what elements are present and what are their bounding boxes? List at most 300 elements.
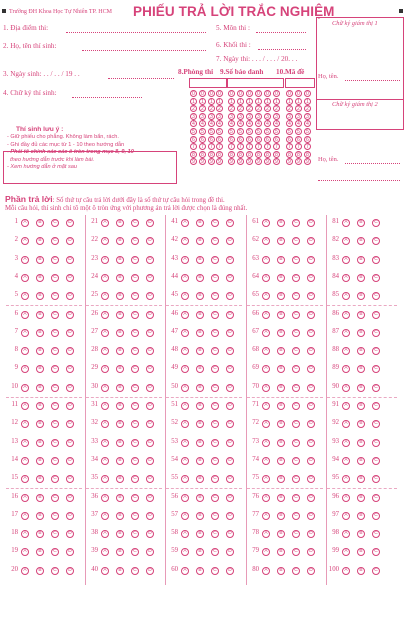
answer-bubble-b[interactable]: B bbox=[277, 292, 285, 300]
so-bao-danh-digit-bubble[interactable]: 2 bbox=[273, 105, 280, 112]
answer-bubble-d[interactable]: D bbox=[307, 292, 315, 300]
answer-bubble-b[interactable]: B bbox=[277, 219, 285, 227]
answer-bubble-a[interactable]: A bbox=[181, 548, 189, 556]
answer-bubble-c[interactable]: C bbox=[131, 292, 139, 300]
answer-bubble-b[interactable]: B bbox=[357, 402, 365, 410]
answer-bubble-b[interactable]: B bbox=[357, 365, 365, 373]
so-bao-danh-digit-bubble[interactable]: 5 bbox=[255, 128, 262, 135]
answer-bubble-b[interactable]: B bbox=[277, 384, 285, 392]
answer-bubble-a[interactable]: A bbox=[342, 457, 350, 465]
answer-bubble-a[interactable]: A bbox=[181, 219, 189, 227]
answer-bubble-b[interactable]: B bbox=[277, 402, 285, 410]
answer-bubble-c[interactable]: C bbox=[372, 548, 380, 556]
so-bao-danh-digit-bubble[interactable]: 7 bbox=[246, 143, 253, 150]
answer-bubble-b[interactable]: B bbox=[277, 347, 285, 355]
answer-bubble-c[interactable]: C bbox=[51, 311, 59, 319]
answer-bubble-a[interactable]: A bbox=[262, 329, 270, 337]
answer-bubble-d[interactable]: D bbox=[307, 347, 315, 355]
answer-bubble-d[interactable]: D bbox=[307, 439, 315, 447]
answer-bubble-d[interactable]: D bbox=[226, 402, 234, 410]
ma-de-digit-bubble[interactable]: 0 bbox=[304, 90, 311, 97]
phong-thi-digit-bubble[interactable]: 4 bbox=[199, 120, 206, 127]
answer-bubble-a[interactable]: A bbox=[101, 219, 109, 227]
phong-thi-digit-bubble[interactable]: 2 bbox=[208, 105, 215, 112]
answer-bubble-b[interactable]: B bbox=[36, 311, 44, 319]
answer-bubble-d[interactable]: D bbox=[307, 530, 315, 538]
answer-bubble-a[interactable]: A bbox=[181, 494, 189, 502]
field-ho-ten-input[interactable] bbox=[82, 50, 206, 51]
answer-bubble-a[interactable]: A bbox=[262, 494, 270, 502]
answer-bubble-b[interactable]: B bbox=[116, 457, 124, 465]
phong-thi-digit-bubble[interactable]: 1 bbox=[199, 98, 206, 105]
phong-thi-digit-bubble[interactable]: 0 bbox=[190, 90, 197, 97]
phong-thi-digit-bubble[interactable]: 8 bbox=[190, 151, 197, 158]
answer-bubble-a[interactable]: A bbox=[21, 256, 29, 264]
answer-bubble-b[interactable]: B bbox=[357, 384, 365, 392]
answer-bubble-d[interactable]: D bbox=[66, 567, 74, 575]
answer-bubble-c[interactable]: C bbox=[372, 420, 380, 428]
answer-bubble-b[interactable]: B bbox=[116, 384, 124, 392]
ma-de-digit-bubble[interactable]: 1 bbox=[295, 98, 302, 105]
answer-bubble-b[interactable]: B bbox=[357, 219, 365, 227]
answer-bubble-a[interactable]: A bbox=[21, 457, 29, 465]
answer-bubble-d[interactable]: D bbox=[226, 329, 234, 337]
answer-bubble-c[interactable]: C bbox=[292, 475, 300, 483]
answer-bubble-b[interactable]: B bbox=[277, 530, 285, 538]
phong-thi-digit-bubble[interactable]: 9 bbox=[199, 158, 206, 165]
answer-bubble-d[interactable]: D bbox=[146, 494, 154, 502]
answer-bubble-c[interactable]: C bbox=[292, 219, 300, 227]
phong-thi-digit-bubble[interactable]: 0 bbox=[208, 90, 215, 97]
answer-bubble-a[interactable]: A bbox=[21, 439, 29, 447]
answer-bubble-a[interactable]: A bbox=[101, 292, 109, 300]
answer-bubble-a[interactable]: A bbox=[21, 420, 29, 428]
answer-bubble-b[interactable]: B bbox=[116, 329, 124, 337]
answer-bubble-c[interactable]: C bbox=[372, 329, 380, 337]
answer-bubble-d[interactable]: D bbox=[66, 219, 74, 227]
answer-bubble-a[interactable]: A bbox=[101, 548, 109, 556]
answer-bubble-d[interactable]: D bbox=[226, 237, 234, 245]
ma-de-digit-bubble[interactable]: 1 bbox=[304, 98, 311, 105]
answer-bubble-a[interactable]: A bbox=[342, 512, 350, 520]
answer-bubble-a[interactable]: A bbox=[21, 384, 29, 392]
answer-bubble-d[interactable]: D bbox=[66, 402, 74, 410]
answer-bubble-d[interactable]: D bbox=[66, 311, 74, 319]
answer-bubble-d[interactable]: D bbox=[226, 420, 234, 428]
answer-bubble-a[interactable]: A bbox=[342, 237, 350, 245]
so-bao-danh-digit-bubble[interactable]: 8 bbox=[228, 151, 235, 158]
answer-bubble-c[interactable]: C bbox=[211, 567, 219, 575]
field-mon-thi-input[interactable] bbox=[256, 32, 306, 33]
answer-bubble-d[interactable]: D bbox=[226, 347, 234, 355]
answer-bubble-d[interactable]: D bbox=[226, 256, 234, 264]
answer-bubble-a[interactable]: A bbox=[342, 219, 350, 227]
phong-thi-digit-bubble[interactable]: 4 bbox=[216, 120, 223, 127]
so-bao-danh-digit-bubble[interactable]: 1 bbox=[237, 98, 244, 105]
ma-de-digit-bubble[interactable]: 5 bbox=[295, 128, 302, 135]
answer-bubble-a[interactable]: A bbox=[342, 384, 350, 392]
phong-thi-digit-bubble[interactable]: 3 bbox=[208, 113, 215, 120]
answer-bubble-a[interactable]: A bbox=[21, 548, 29, 556]
phong-thi-digit-bubble[interactable]: 6 bbox=[216, 136, 223, 143]
answer-bubble-c[interactable]: C bbox=[211, 365, 219, 373]
ma-de-digit-bubble[interactable]: 9 bbox=[304, 158, 311, 165]
answer-bubble-b[interactable]: B bbox=[116, 292, 124, 300]
answer-bubble-d[interactable]: D bbox=[226, 457, 234, 465]
answer-bubble-d[interactable]: D bbox=[226, 274, 234, 282]
phong-thi-digit-bubble[interactable]: 7 bbox=[190, 143, 197, 150]
answer-bubble-b[interactable]: B bbox=[196, 292, 204, 300]
answer-bubble-d[interactable]: D bbox=[146, 219, 154, 227]
answer-bubble-a[interactable]: A bbox=[342, 567, 350, 575]
answer-bubble-a[interactable]: A bbox=[342, 420, 350, 428]
answer-bubble-c[interactable]: C bbox=[292, 329, 300, 337]
answer-bubble-a[interactable]: A bbox=[181, 457, 189, 465]
answer-bubble-a[interactable]: A bbox=[101, 384, 109, 392]
answer-bubble-a[interactable]: A bbox=[181, 292, 189, 300]
answer-bubble-c[interactable]: C bbox=[372, 567, 380, 575]
phong-thi-digit-bubble[interactable]: 3 bbox=[199, 113, 206, 120]
answer-bubble-a[interactable]: A bbox=[21, 311, 29, 319]
answer-bubble-d[interactable]: D bbox=[146, 567, 154, 575]
answer-bubble-c[interactable]: C bbox=[51, 548, 59, 556]
answer-bubble-b[interactable]: B bbox=[357, 256, 365, 264]
answer-bubble-a[interactable]: A bbox=[21, 494, 29, 502]
answer-bubble-b[interactable]: B bbox=[196, 475, 204, 483]
phong-thi-digit-bubble[interactable]: 5 bbox=[190, 128, 197, 135]
answer-bubble-b[interactable]: B bbox=[36, 439, 44, 447]
answer-bubble-d[interactable]: D bbox=[146, 292, 154, 300]
supervisor-2-name-input[interactable] bbox=[345, 163, 400, 164]
phong-thi-digit-bubble[interactable]: 1 bbox=[190, 98, 197, 105]
so-bao-danh-digit-bubble[interactable]: 8 bbox=[255, 151, 262, 158]
answer-bubble-d[interactable]: D bbox=[307, 494, 315, 502]
answer-bubble-c[interactable]: C bbox=[292, 548, 300, 556]
so-bao-danh-digit-bubble[interactable]: 8 bbox=[264, 151, 271, 158]
answer-bubble-c[interactable]: C bbox=[51, 347, 59, 355]
answer-bubble-a[interactable]: A bbox=[21, 329, 29, 337]
answer-bubble-b[interactable]: B bbox=[196, 548, 204, 556]
answer-bubble-d[interactable]: D bbox=[146, 311, 154, 319]
answer-bubble-c[interactable]: C bbox=[131, 402, 139, 410]
answer-bubble-a[interactable]: A bbox=[21, 292, 29, 300]
answer-bubble-b[interactable]: B bbox=[357, 475, 365, 483]
answer-bubble-b[interactable]: B bbox=[36, 420, 44, 428]
so-bao-danh-digit-bubble[interactable]: 2 bbox=[228, 105, 235, 112]
answer-bubble-b[interactable]: B bbox=[277, 256, 285, 264]
answer-bubble-d[interactable]: D bbox=[66, 329, 74, 337]
answer-bubble-b[interactable]: B bbox=[277, 457, 285, 465]
answer-bubble-c[interactable]: C bbox=[211, 494, 219, 502]
answer-bubble-a[interactable]: A bbox=[21, 365, 29, 373]
answer-bubble-b[interactable]: B bbox=[36, 347, 44, 355]
answer-bubble-b[interactable]: B bbox=[196, 420, 204, 428]
answer-bubble-d[interactable]: D bbox=[307, 567, 315, 575]
ma-de-digit-bubble[interactable]: 6 bbox=[286, 136, 293, 143]
answer-bubble-b[interactable]: B bbox=[116, 475, 124, 483]
answer-bubble-b[interactable]: B bbox=[357, 329, 365, 337]
answer-bubble-c[interactable]: C bbox=[211, 439, 219, 447]
phong-thi-digit-bubble[interactable]: 7 bbox=[216, 143, 223, 150]
answer-bubble-c[interactable]: C bbox=[131, 530, 139, 538]
ma-de-digit-bubble[interactable]: 0 bbox=[295, 90, 302, 97]
answer-bubble-d[interactable]: D bbox=[66, 256, 74, 264]
answer-bubble-d[interactable]: D bbox=[307, 548, 315, 556]
answer-bubble-a[interactable]: A bbox=[21, 475, 29, 483]
answer-bubble-a[interactable]: A bbox=[262, 292, 270, 300]
phong-thi-digit-bubble[interactable]: 5 bbox=[216, 128, 223, 135]
answer-bubble-c[interactable]: C bbox=[211, 548, 219, 556]
so-bao-danh-write-box[interactable] bbox=[227, 78, 284, 88]
ma-de-digit-bubble[interactable]: 4 bbox=[304, 120, 311, 127]
answer-bubble-a[interactable]: A bbox=[181, 567, 189, 575]
answer-bubble-c[interactable]: C bbox=[51, 402, 59, 410]
answer-bubble-c[interactable]: C bbox=[292, 274, 300, 282]
answer-bubble-a[interactable]: A bbox=[101, 457, 109, 465]
answer-bubble-b[interactable]: B bbox=[116, 219, 124, 227]
answer-bubble-d[interactable]: D bbox=[226, 384, 234, 392]
answer-bubble-c[interactable]: C bbox=[372, 365, 380, 373]
ma-de-digit-bubble[interactable]: 1 bbox=[286, 98, 293, 105]
answer-bubble-b[interactable]: B bbox=[277, 329, 285, 337]
phong-thi-digit-bubble[interactable]: 9 bbox=[216, 158, 223, 165]
answer-bubble-c[interactable]: C bbox=[51, 475, 59, 483]
answer-bubble-d[interactable]: D bbox=[146, 365, 154, 373]
answer-bubble-c[interactable]: C bbox=[211, 530, 219, 538]
answer-bubble-d[interactable]: D bbox=[307, 311, 315, 319]
answer-bubble-d[interactable]: D bbox=[307, 256, 315, 264]
so-bao-danh-digit-bubble[interactable]: 9 bbox=[273, 158, 280, 165]
answer-bubble-d[interactable]: D bbox=[66, 347, 74, 355]
answer-bubble-c[interactable]: C bbox=[131, 219, 139, 227]
answer-bubble-a[interactable]: A bbox=[262, 237, 270, 245]
answer-bubble-b[interactable]: B bbox=[357, 457, 365, 465]
answer-bubble-c[interactable]: C bbox=[372, 439, 380, 447]
phong-thi-digit-bubble[interactable]: 4 bbox=[208, 120, 215, 127]
answer-bubble-a[interactable]: A bbox=[262, 311, 270, 319]
so-bao-danh-digit-bubble[interactable]: 4 bbox=[264, 120, 271, 127]
answer-bubble-d[interactable]: D bbox=[307, 274, 315, 282]
answer-bubble-b[interactable]: B bbox=[36, 457, 44, 465]
so-bao-danh-digit-bubble[interactable]: 3 bbox=[237, 113, 244, 120]
so-bao-danh-digit-bubble[interactable]: 0 bbox=[246, 90, 253, 97]
answer-bubble-b[interactable]: B bbox=[116, 530, 124, 538]
answer-bubble-b[interactable]: B bbox=[277, 567, 285, 575]
answer-bubble-c[interactable]: C bbox=[292, 402, 300, 410]
so-bao-danh-digit-bubble[interactable]: 9 bbox=[237, 158, 244, 165]
answer-bubble-b[interactable]: B bbox=[357, 494, 365, 502]
answer-bubble-a[interactable]: A bbox=[181, 237, 189, 245]
answer-bubble-d[interactable]: D bbox=[226, 567, 234, 575]
so-bao-danh-digit-bubble[interactable]: 6 bbox=[237, 136, 244, 143]
answer-bubble-b[interactable]: B bbox=[357, 548, 365, 556]
answer-bubble-c[interactable]: C bbox=[211, 384, 219, 392]
answer-bubble-d[interactable]: D bbox=[307, 237, 315, 245]
answer-bubble-c[interactable]: C bbox=[372, 292, 380, 300]
answer-bubble-b[interactable]: B bbox=[36, 494, 44, 502]
so-bao-danh-digit-bubble[interactable]: 3 bbox=[273, 113, 280, 120]
so-bao-danh-digit-bubble[interactable]: 4 bbox=[237, 120, 244, 127]
answer-bubble-d[interactable]: D bbox=[226, 494, 234, 502]
so-bao-danh-digit-bubble[interactable]: 1 bbox=[273, 98, 280, 105]
answer-bubble-c[interactable]: C bbox=[51, 457, 59, 465]
answer-bubble-a[interactable]: A bbox=[342, 475, 350, 483]
so-bao-danh-digit-bubble[interactable]: 9 bbox=[264, 158, 271, 165]
answer-bubble-b[interactable]: B bbox=[357, 512, 365, 520]
answer-bubble-a[interactable]: A bbox=[181, 439, 189, 447]
phong-thi-digit-bubble[interactable]: 9 bbox=[190, 158, 197, 165]
answer-bubble-b[interactable]: B bbox=[196, 347, 204, 355]
answer-bubble-c[interactable]: C bbox=[131, 329, 139, 337]
so-bao-danh-digit-bubble[interactable]: 6 bbox=[255, 136, 262, 143]
answer-bubble-c[interactable]: C bbox=[51, 329, 59, 337]
answer-bubble-b[interactable]: B bbox=[357, 292, 365, 300]
answer-bubble-b[interactable]: B bbox=[357, 530, 365, 538]
answer-bubble-c[interactable]: C bbox=[211, 347, 219, 355]
ma-de-digit-bubble[interactable]: 2 bbox=[295, 105, 302, 112]
answer-bubble-b[interactable]: B bbox=[357, 420, 365, 428]
answer-bubble-a[interactable]: A bbox=[101, 475, 109, 483]
so-bao-danh-digit-bubble[interactable]: 2 bbox=[264, 105, 271, 112]
so-bao-danh-digit-bubble[interactable]: 4 bbox=[228, 120, 235, 127]
so-bao-danh-digit-bubble[interactable]: 7 bbox=[273, 143, 280, 150]
answer-bubble-b[interactable]: B bbox=[36, 237, 44, 245]
answer-bubble-b[interactable]: B bbox=[196, 274, 204, 282]
answer-bubble-b[interactable]: B bbox=[36, 256, 44, 264]
answer-bubble-c[interactable]: C bbox=[211, 475, 219, 483]
so-bao-danh-digit-bubble[interactable]: 4 bbox=[246, 120, 253, 127]
answer-bubble-a[interactable]: A bbox=[101, 567, 109, 575]
answer-bubble-c[interactable]: C bbox=[51, 219, 59, 227]
answer-bubble-b[interactable]: B bbox=[357, 347, 365, 355]
answer-bubble-d[interactable]: D bbox=[307, 329, 315, 337]
answer-bubble-a[interactable]: A bbox=[262, 365, 270, 373]
so-bao-danh-digit-bubble[interactable]: 6 bbox=[246, 136, 253, 143]
answer-bubble-d[interactable]: D bbox=[226, 548, 234, 556]
answer-bubble-a[interactable]: A bbox=[101, 237, 109, 245]
answer-bubble-c[interactable]: C bbox=[211, 420, 219, 428]
answer-bubble-a[interactable]: A bbox=[342, 274, 350, 282]
ma-de-digit-bubble[interactable]: 3 bbox=[304, 113, 311, 120]
answer-bubble-a[interactable]: A bbox=[101, 274, 109, 282]
so-bao-danh-digit-bubble[interactable]: 0 bbox=[264, 90, 271, 97]
answer-bubble-a[interactable]: A bbox=[101, 530, 109, 538]
answer-bubble-b[interactable]: B bbox=[36, 512, 44, 520]
answer-bubble-c[interactable]: C bbox=[131, 457, 139, 465]
phong-thi-digit-bubble[interactable]: 5 bbox=[199, 128, 206, 135]
ma-de-digit-bubble[interactable]: 8 bbox=[295, 151, 302, 158]
answer-bubble-d[interactable]: D bbox=[146, 420, 154, 428]
answer-bubble-c[interactable]: C bbox=[211, 512, 219, 520]
answer-bubble-c[interactable]: C bbox=[131, 365, 139, 373]
phong-thi-digit-bubble[interactable]: 3 bbox=[216, 113, 223, 120]
answer-bubble-b[interactable]: B bbox=[277, 365, 285, 373]
answer-bubble-d[interactable]: D bbox=[66, 494, 74, 502]
answer-bubble-a[interactable]: A bbox=[342, 292, 350, 300]
phong-thi-digit-bubble[interactable]: 5 bbox=[208, 128, 215, 135]
answer-bubble-b[interactable]: B bbox=[116, 402, 124, 410]
answer-bubble-c[interactable]: C bbox=[292, 567, 300, 575]
answer-bubble-d[interactable]: D bbox=[226, 311, 234, 319]
ma-de-digit-bubble[interactable]: 6 bbox=[295, 136, 302, 143]
so-bao-danh-digit-bubble[interactable]: 7 bbox=[228, 143, 235, 150]
so-bao-danh-digit-bubble[interactable]: 1 bbox=[255, 98, 262, 105]
answer-bubble-b[interactable]: B bbox=[36, 548, 44, 556]
answer-bubble-a[interactable]: A bbox=[21, 347, 29, 355]
answer-bubble-b[interactable]: B bbox=[196, 530, 204, 538]
phong-thi-digit-bubble[interactable]: 4 bbox=[190, 120, 197, 127]
answer-bubble-c[interactable]: C bbox=[372, 311, 380, 319]
so-bao-danh-digit-bubble[interactable]: 3 bbox=[255, 113, 262, 120]
answer-bubble-a[interactable]: A bbox=[342, 329, 350, 337]
answer-bubble-b[interactable]: B bbox=[116, 567, 124, 575]
answer-bubble-c[interactable]: C bbox=[131, 237, 139, 245]
answer-bubble-a[interactable]: A bbox=[181, 311, 189, 319]
answer-bubble-c[interactable]: C bbox=[131, 256, 139, 264]
so-bao-danh-digit-bubble[interactable]: 6 bbox=[273, 136, 280, 143]
answer-bubble-a[interactable]: A bbox=[342, 530, 350, 538]
answer-bubble-d[interactable]: D bbox=[307, 402, 315, 410]
answer-bubble-b[interactable]: B bbox=[196, 512, 204, 520]
answer-bubble-c[interactable]: C bbox=[131, 567, 139, 575]
answer-bubble-a[interactable]: A bbox=[262, 475, 270, 483]
answer-bubble-b[interactable]: B bbox=[357, 311, 365, 319]
phong-thi-digit-bubble[interactable]: 3 bbox=[190, 113, 197, 120]
answer-bubble-c[interactable]: C bbox=[292, 512, 300, 520]
answer-bubble-c[interactable]: C bbox=[292, 311, 300, 319]
answer-bubble-c[interactable]: C bbox=[292, 365, 300, 373]
answer-bubble-c[interactable]: C bbox=[131, 420, 139, 428]
ma-de-digit-bubble[interactable]: 7 bbox=[304, 143, 311, 150]
answer-bubble-c[interactable]: C bbox=[211, 329, 219, 337]
answer-bubble-b[interactable]: B bbox=[196, 494, 204, 502]
so-bao-danh-digit-bubble[interactable]: 8 bbox=[273, 151, 280, 158]
so-bao-danh-digit-bubble[interactable]: 9 bbox=[228, 158, 235, 165]
answer-bubble-d[interactable]: D bbox=[66, 274, 74, 282]
answer-bubble-a[interactable]: A bbox=[262, 530, 270, 538]
answer-bubble-a[interactable]: A bbox=[181, 347, 189, 355]
so-bao-danh-digit-bubble[interactable]: 8 bbox=[237, 151, 244, 158]
answer-bubble-d[interactable]: D bbox=[66, 512, 74, 520]
answer-bubble-c[interactable]: C bbox=[292, 347, 300, 355]
ma-de-digit-bubble[interactable]: 6 bbox=[304, 136, 311, 143]
answer-bubble-a[interactable]: A bbox=[21, 219, 29, 227]
answer-bubble-d[interactable]: D bbox=[307, 219, 315, 227]
answer-bubble-c[interactable]: C bbox=[372, 274, 380, 282]
answer-bubble-c[interactable]: C bbox=[51, 494, 59, 502]
answer-bubble-a[interactable]: A bbox=[262, 420, 270, 428]
answer-bubble-a[interactable]: A bbox=[262, 384, 270, 392]
answer-bubble-c[interactable]: C bbox=[51, 365, 59, 373]
answer-bubble-c[interactable]: C bbox=[211, 219, 219, 227]
answer-bubble-d[interactable]: D bbox=[66, 420, 74, 428]
answer-bubble-c[interactable]: C bbox=[292, 530, 300, 538]
answer-bubble-b[interactable]: B bbox=[36, 365, 44, 373]
answer-bubble-c[interactable]: C bbox=[211, 274, 219, 282]
answer-bubble-c[interactable]: C bbox=[131, 512, 139, 520]
answer-bubble-b[interactable]: B bbox=[116, 420, 124, 428]
answer-bubble-d[interactable]: D bbox=[226, 439, 234, 447]
answer-bubble-a[interactable]: A bbox=[342, 311, 350, 319]
answer-bubble-d[interactable]: D bbox=[226, 512, 234, 520]
answer-bubble-b[interactable]: B bbox=[277, 274, 285, 282]
answer-bubble-d[interactable]: D bbox=[66, 475, 74, 483]
so-bao-danh-digit-bubble[interactable]: 6 bbox=[264, 136, 271, 143]
answer-bubble-d[interactable]: D bbox=[226, 219, 234, 227]
field-khoi-thi-input[interactable] bbox=[258, 49, 306, 50]
so-bao-danh-digit-bubble[interactable]: 7 bbox=[255, 143, 262, 150]
supervisor-1-name-input[interactable] bbox=[345, 80, 400, 81]
